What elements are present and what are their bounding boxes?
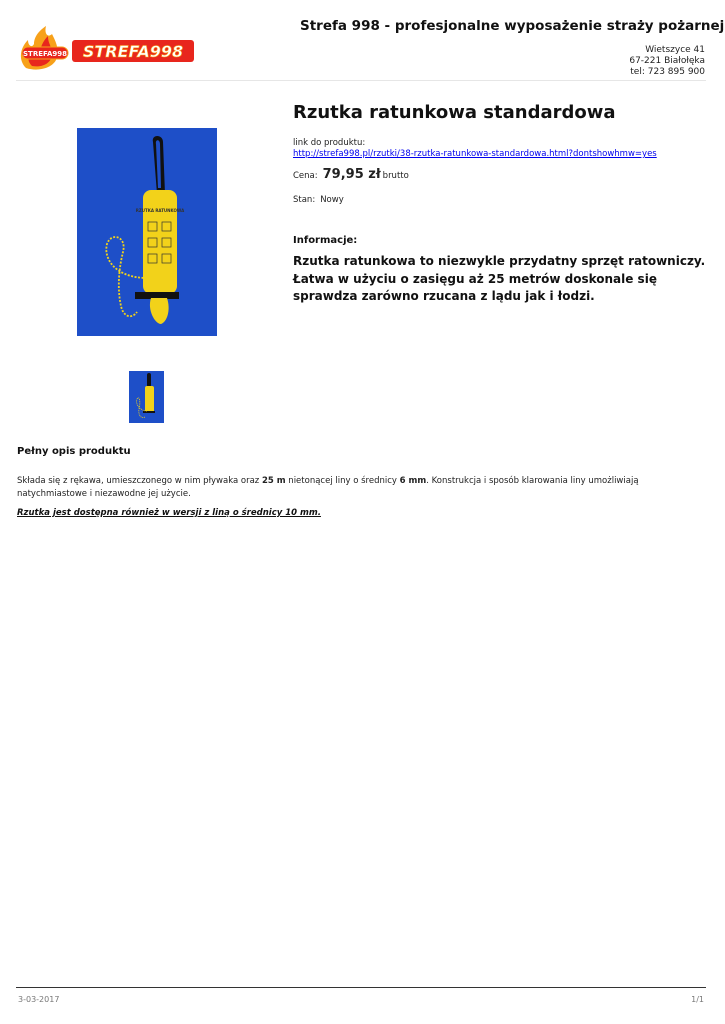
header-divider [16, 80, 706, 81]
product-thumbnail[interactable] [129, 371, 164, 423]
logo-badge-text: STREFA998 [23, 50, 67, 58]
price-value: 79,95 zł [322, 167, 381, 182]
store-address [480, 45, 705, 78]
product-title: Rzutka ratunkowa standardowa [293, 102, 616, 123]
store-title: Strefa 998 - profesjonalne wyposażenie straży pożarnej [300, 18, 725, 34]
bag-print: RZUTKA RATUNKOWA [135, 208, 185, 213]
description-rope-diameter: 6 mm [399, 476, 427, 486]
footer-date: 3-03-2017 [18, 995, 60, 1004]
footer-page-number: 1/1 [691, 995, 704, 1004]
address-phone: tel: 723 895 900 [630, 67, 705, 77]
condition-value: Nowy [320, 195, 344, 205]
product-link-label: link do produktu: [293, 138, 366, 148]
logo-wordmark: STREFA998 [82, 42, 184, 61]
description-heading: Pełny opis produktu [17, 446, 131, 457]
description-rope-length: 25 m [261, 476, 286, 486]
address-city: 67-221 Białołęka [629, 56, 705, 66]
description-part: Składa się z rękawa, umieszczonego w nim pływaka oraz [17, 476, 262, 486]
condition-row [293, 195, 344, 205]
price-suffix: brutto [382, 171, 409, 181]
condition-label: Stan: [293, 195, 316, 205]
address-street: Wietszyce 41 [645, 45, 705, 55]
store-logo[interactable] [16, 24, 196, 72]
description-text [17, 475, 677, 500]
description-note: Rzutka jest dostępna również w wersji z liną o średnicy 10 mm. [17, 508, 321, 518]
price-label: Cena: [293, 171, 318, 181]
footer-divider [16, 987, 706, 988]
product-main-image[interactable] [77, 128, 217, 336]
info-heading: Informacje: [293, 235, 358, 246]
product-link[interactable]: http://strefa998.pl/rzutki/38-rzutka-ratunkowa-standardowa.html?dontshowhmw=yes [293, 149, 657, 159]
description-part: . Konstrukcja i sposób klarowania liny umożliwiają natychmiastowe i niezawodne jej użycie. [17, 476, 639, 499]
price-row [293, 167, 409, 182]
description-part: nietonącej liny o średnicy [285, 476, 400, 486]
info-text: Rzutka ratunkowa to niezwykle przydatny sprzęt ratowniczy. Łatwa w użyciu o zasięgu aż 25 metrów doskonale się sprawdza zarówno rzucana z lądu jak i łodzi. [293, 254, 706, 303]
